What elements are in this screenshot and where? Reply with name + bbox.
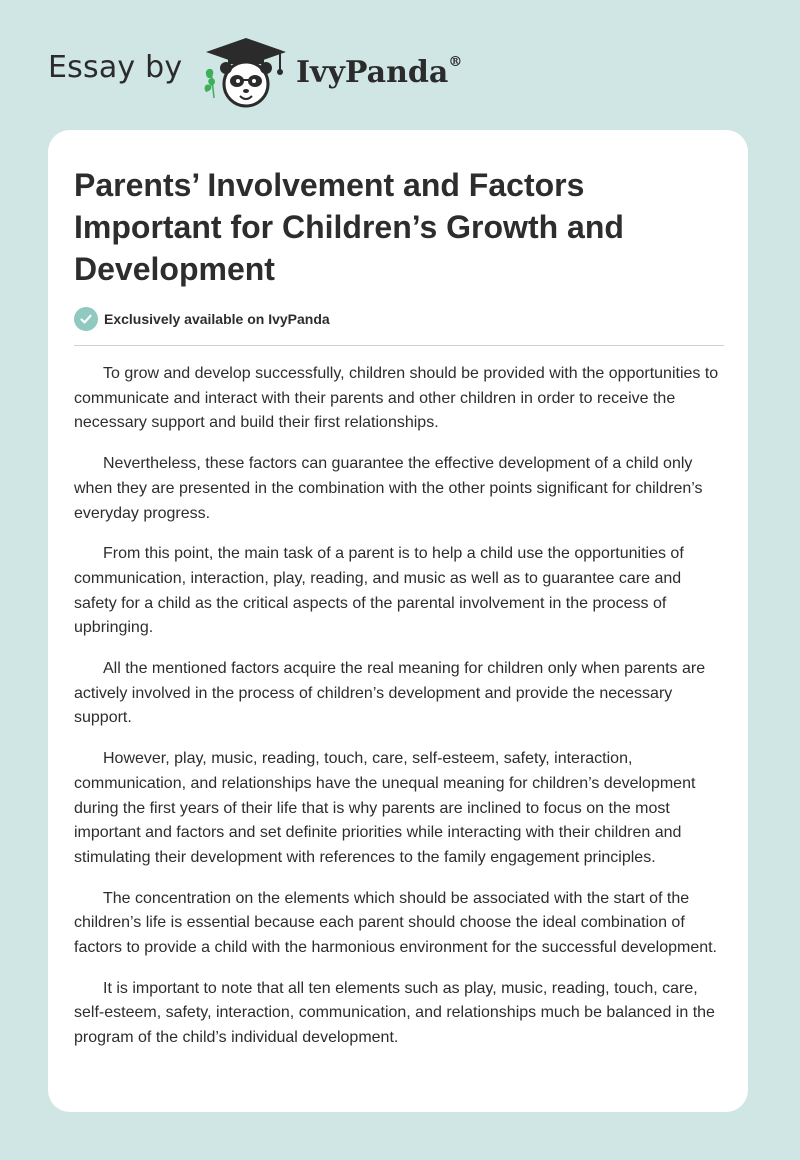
- paragraph: Nevertheless, these factors can guarantee the effective development of a child only when they are presented in the combination with the other points significant for children’s everyday progress.: [74, 455, 703, 522]
- paragraph: It is important to note that all ten elements such as play, music, reading, touch, care, self-esteem, safety, interaction, communication, and relationships much be balanced in the program of the child’s individual development.: [74, 979, 715, 1047]
- exclusive-badge: [74, 306, 330, 332]
- site-header: [0, 0, 800, 130]
- paragraph: All the mentioned factors acquire the real meaning for children only when parents are actively involved in the process of children’s development and provide the necessary support.: [74, 660, 706, 727]
- essay-card: [48, 130, 748, 1112]
- panda-graduate-icon[interactable]: [202, 36, 290, 108]
- exclusive-label: Exclusively available on IvyPanda: [104, 311, 330, 327]
- divider: [74, 345, 724, 346]
- essay-title: Parents’ Involvement and Factors Important for Children’s Growth and Development: [74, 167, 624, 287]
- paragraph: The concentration on the elements which should be associated with the start of the children’s life is essential because each parent should choose the ideal combination of factors to provide a child with the harmonious environment for the successful development.: [74, 889, 717, 957]
- check-circle-icon: [74, 307, 98, 331]
- paragraph: From this point, the main task of a parent is to help a child use the opportunities of communication, interaction, play, reading, and music as well as to guarantee care and safety for a child as the critical aspects of the parental involvement in the process of upbringing.: [74, 545, 684, 637]
- paragraph: To grow and develop successfully, children should be provided with the opportunities to communicate and interact with their parents and other children in order to receive the necessary support and build their first relationships.: [74, 365, 719, 432]
- brand-name: IvyPanda: [296, 55, 449, 90]
- paragraph: However, play, music, reading, touch, care, self-esteem, safety, interaction, communication, and relationships have the unequal meaning for children’s development during the first years of their life that is why parents are inclined to focus on the most important and factors and set definite priorities while interacting with their children and stimulating their development with references to the family engagement principles.: [74, 750, 696, 866]
- essay-by-label: Essay by: [48, 50, 183, 85]
- brand-logo-text[interactable]: [296, 54, 462, 90]
- essay-body: [74, 362, 726, 1067]
- registered-mark: ®: [448, 54, 463, 70]
